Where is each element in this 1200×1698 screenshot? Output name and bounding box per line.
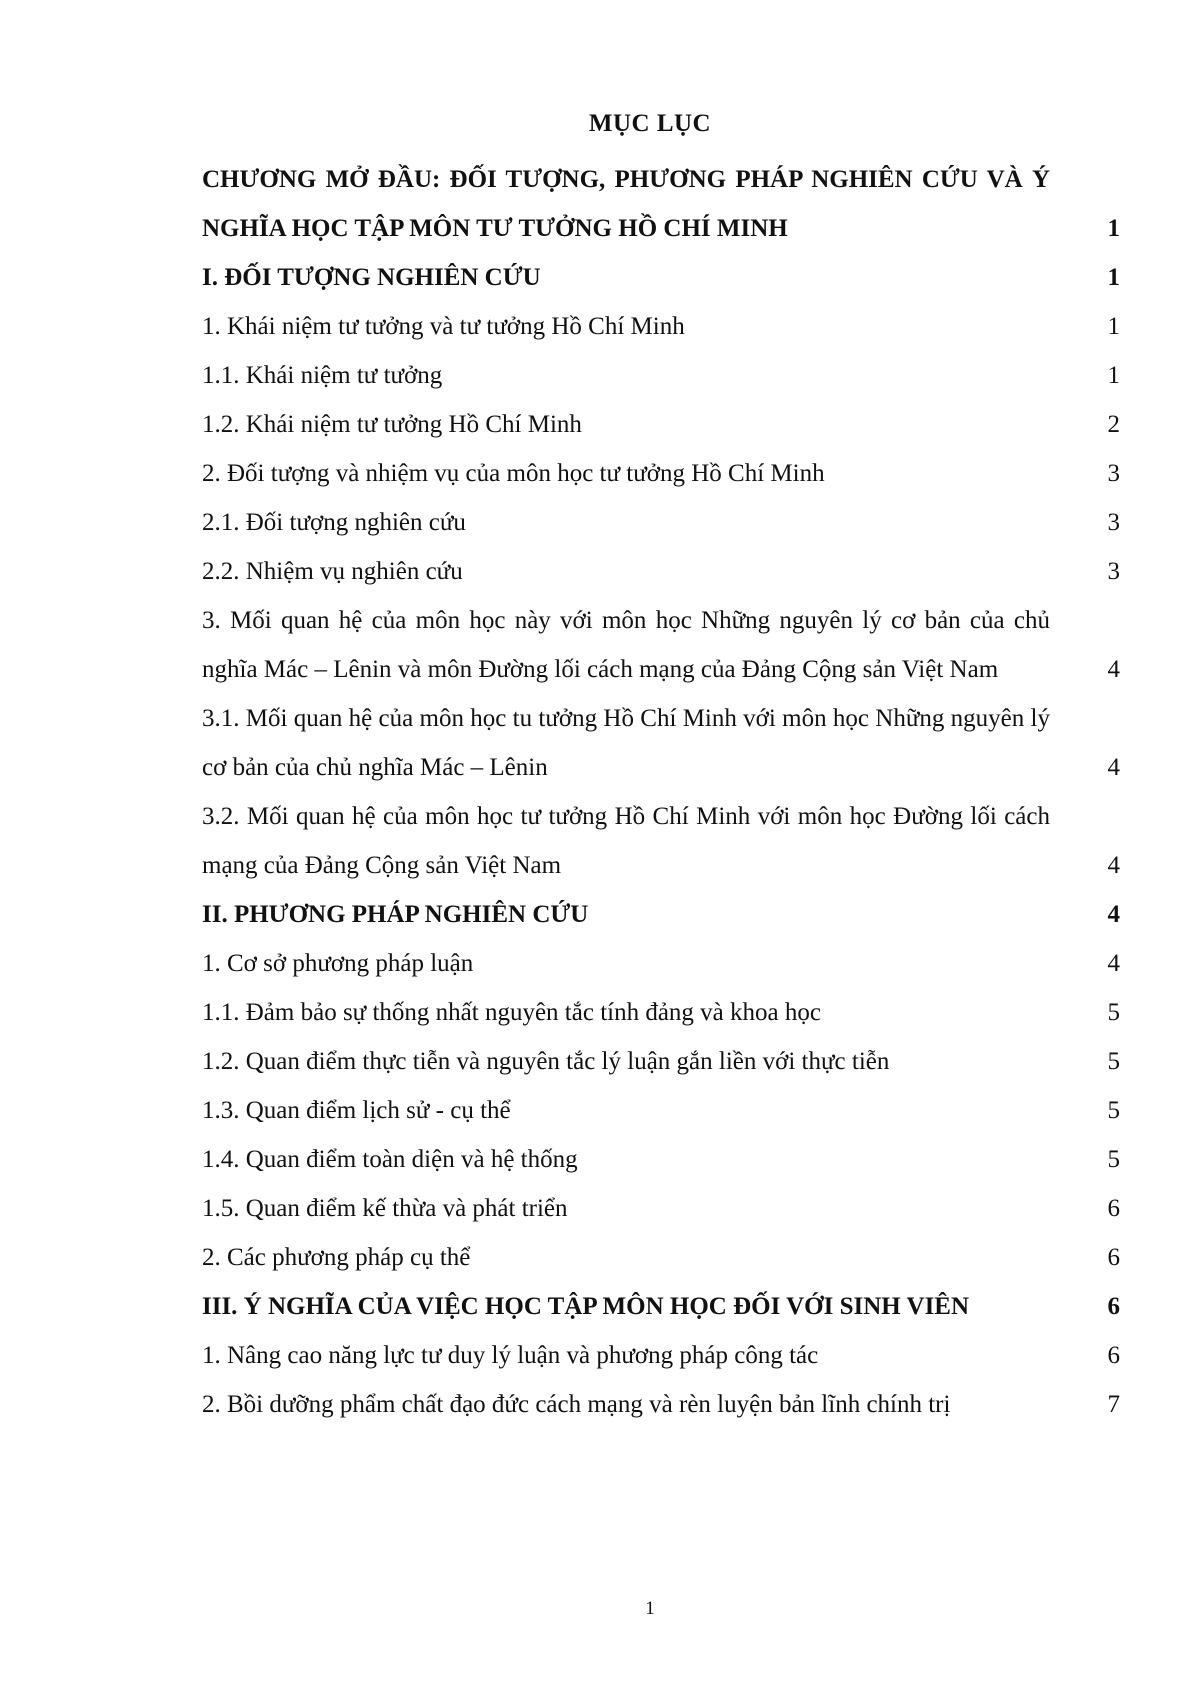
toc-entry-chapter-intro[interactable] xyxy=(202,155,1120,253)
toc-entry-text: I. ĐỐI TƯỢNG NGHIÊN CỨU xyxy=(202,264,541,291)
toc-entry-text: II. PHƯƠNG PHÁP NGHIÊN CỨU xyxy=(202,901,589,928)
toc-entry[interactable] xyxy=(202,1184,1120,1233)
toc-entry-text: 1. Khái niệm tư tưởng và tư tưởng Hồ Chí Minh xyxy=(202,313,685,340)
toc-entry-page: 1 xyxy=(1107,264,1120,291)
toc-entry-text: 2.2. Nhiệm vụ nghiên cứu xyxy=(202,558,463,585)
toc-entry-page: 4 xyxy=(1107,950,1120,977)
toc-entry[interactable] xyxy=(202,596,1120,694)
toc-entry-text: 2.1. Đối tượng nghiên cứu xyxy=(202,509,466,536)
toc-entry-page: 3 xyxy=(1107,509,1120,536)
toc-entry-page: 5 xyxy=(1107,999,1120,1026)
toc-entry-page: 1 xyxy=(1107,362,1120,389)
page-title: MỤC LỤC xyxy=(588,110,712,137)
toc-entry-page: 5 xyxy=(1107,1097,1120,1124)
toc-entry-section-2[interactable] xyxy=(202,890,1120,939)
toc-entry[interactable] xyxy=(202,1380,1120,1429)
toc-entry-text: 1.1. Đảm bảo sự thống nhất nguyên tắc tính đảng và khoa học xyxy=(202,999,821,1026)
toc-entry[interactable] xyxy=(202,1135,1120,1184)
toc-entry-page: 1 xyxy=(1107,313,1120,340)
toc-entry-text: 2. Các phương pháp cụ thể xyxy=(202,1244,471,1271)
toc-entry-text: 2. Đối tượng và nhiệm vụ của môn học tư tưởng Hồ Chí Minh xyxy=(202,460,825,487)
toc-entry-page: 3 xyxy=(1107,460,1120,487)
toc-entry-page: 6 xyxy=(1107,1342,1120,1369)
toc-entry-text: CHƯƠNG MỞ ĐẦU: ĐỐI TƯỢNG, PHƯƠNG PHÁP NGHIÊN CỨU VÀ Ý NGHĨA HỌC TẬP MÔN TƯ TƯỞNG HỒ CHÍ MINH xyxy=(202,166,1050,242)
toc-entry-page: 5 xyxy=(1107,1048,1120,1075)
toc-entry[interactable] xyxy=(202,351,1120,400)
toc-entry-page: 6 xyxy=(1107,1244,1120,1271)
toc-entry-page: 4 xyxy=(1107,852,1120,879)
toc-entry-section-1[interactable] xyxy=(202,253,1120,302)
toc-entry-section-3[interactable] xyxy=(202,1282,1120,1331)
toc-entry-text: 1. Cơ sở phương pháp luận xyxy=(202,950,474,977)
toc-entry-page: 6 xyxy=(1107,1293,1120,1320)
toc-entry[interactable] xyxy=(202,1086,1120,1135)
toc-entry-page: 5 xyxy=(1107,1146,1120,1173)
toc-entry[interactable] xyxy=(202,988,1120,1037)
toc-entry-text: 2. Bồi dưỡng phẩm chất đạo đức cách mạng và rèn luyện bản lĩnh chính trị xyxy=(202,1391,951,1418)
toc-entry-text: 1.1. Khái niệm tư tưởng xyxy=(202,362,443,389)
toc-entry-page: 7 xyxy=(1107,1391,1120,1418)
toc-entry[interactable] xyxy=(202,1233,1120,1282)
toc-entry[interactable] xyxy=(202,547,1120,596)
toc-entry-page: 4 xyxy=(1107,901,1120,928)
page-number: 1 xyxy=(645,1598,655,1619)
toc-entry-page: 3 xyxy=(1107,558,1120,585)
toc-entry-text: 1.5. Quan điểm kế thừa và phát triển xyxy=(202,1195,568,1222)
toc-entry-text: 3.1. Mối quan hệ của môn học tu tưởng Hồ Chí Minh với môn học Những nguyên lý cơ bản của chủ nghĩa Mác – Lênin xyxy=(202,705,1050,781)
toc-entry[interactable] xyxy=(202,498,1120,547)
toc-entry[interactable] xyxy=(202,1331,1120,1380)
toc-entry-text: 1.2. Quan điểm thực tiễn và nguyên tắc lý luận gắn liền với thực tiễn xyxy=(202,1048,890,1075)
toc-entry[interactable] xyxy=(202,400,1120,449)
toc-entry-text: 3.2. Mối quan hệ của môn học tư tưởng Hồ Chí Minh với môn học Đường lối cách mạng của Đảng Cộng sản Việt Nam xyxy=(202,803,1050,879)
toc-entry-text: 1. Nâng cao năng lực tư duy lý luận và phương pháp công tác xyxy=(202,1342,819,1369)
toc-entry[interactable] xyxy=(202,939,1120,988)
toc-entry[interactable] xyxy=(202,792,1120,890)
toc-entry[interactable] xyxy=(202,1037,1120,1086)
toc-entry-page: 4 xyxy=(1107,656,1120,683)
toc-entry-text: 1.2. Khái niệm tư tưởng Hồ Chí Minh xyxy=(202,411,582,438)
toc-entry-text: III. Ý NGHĨA CỦA VIỆC HỌC TẬP MÔN HỌC ĐỐI VỚI SINH VIÊN xyxy=(202,1293,970,1320)
toc-entry-page: 1 xyxy=(1107,215,1120,242)
toc-entry-text: 1.3. Quan điểm lịch sử - cụ thể xyxy=(202,1097,511,1124)
toc-entry[interactable] xyxy=(202,449,1120,498)
toc-entry-text: 1.4. Quan điểm toàn diện và hệ thống xyxy=(202,1146,578,1173)
toc-entry-page: 2 xyxy=(1107,411,1120,438)
toc-entry-page: 6 xyxy=(1107,1195,1120,1222)
toc-entry[interactable] xyxy=(202,694,1120,792)
toc-entry-text: 3. Mối quan hệ của môn học này với môn học Những nguyên lý cơ bản của chủ nghĩa Mác – Lênin và môn Đường lối cách mạng của Đảng Cộng sản Việt Nam xyxy=(202,607,1050,683)
toc-entry-page: 4 xyxy=(1107,754,1120,781)
toc-entry[interactable] xyxy=(202,302,1120,351)
table-of-contents xyxy=(202,155,1120,1429)
